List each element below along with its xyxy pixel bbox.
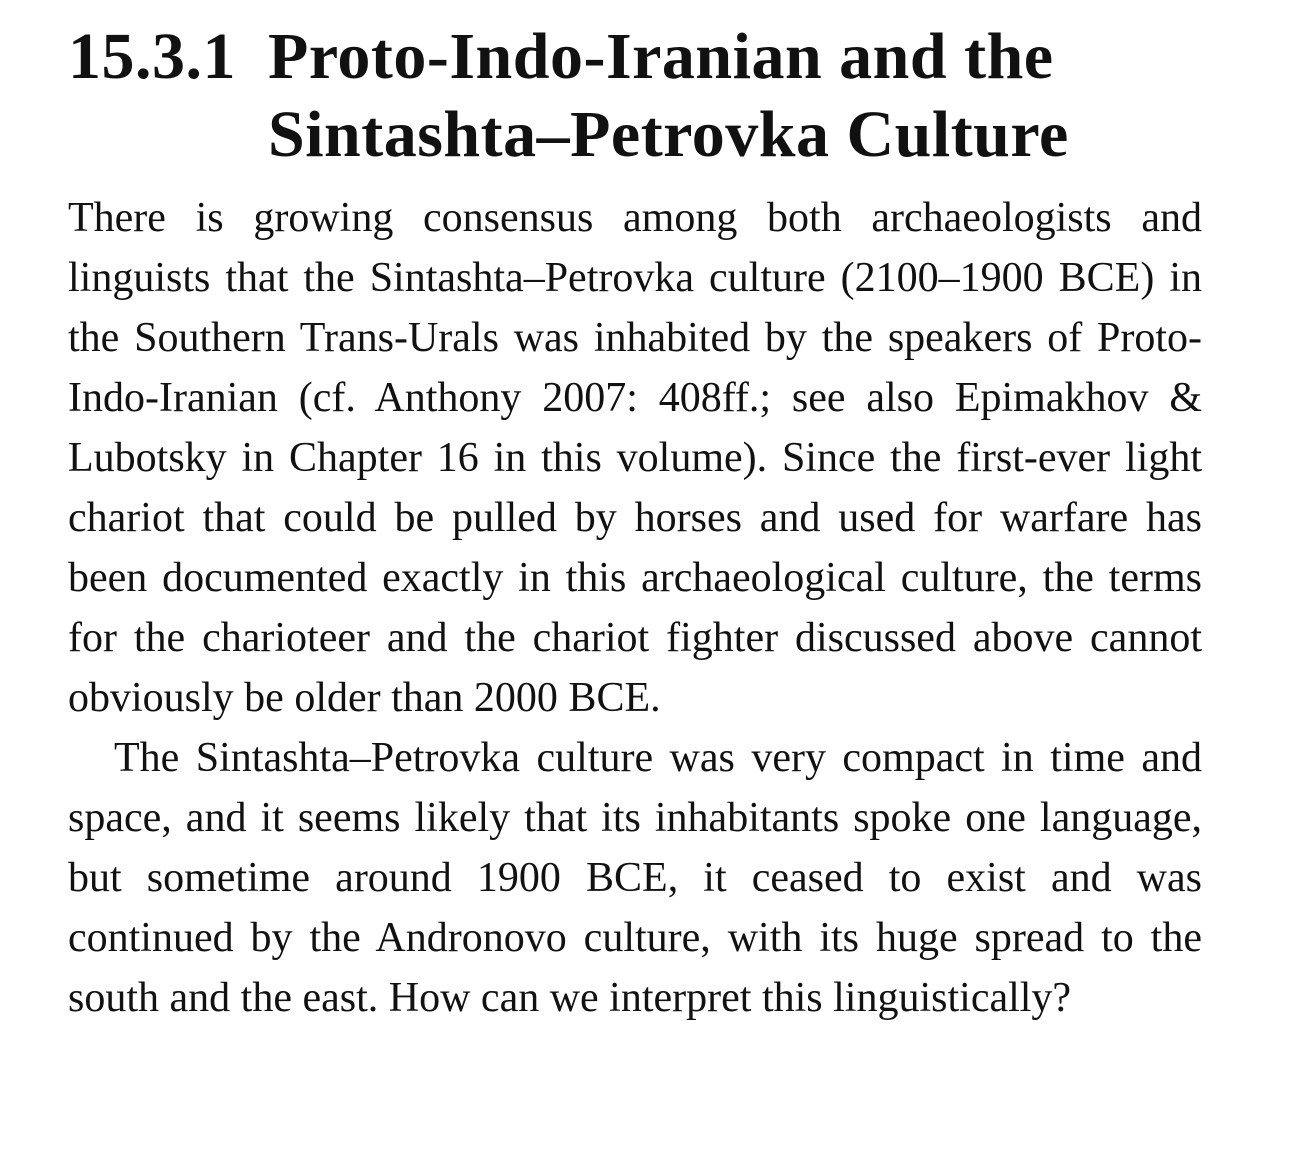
document-page (68, 18, 1202, 1028)
body-paragraph-1: There is growing consensus among both archaeologists and linguists that the Sintashta–Petrovka culture (2100–1900 BCE) in the Southern Trans-Urals was inhabited by the speakers of Proto-Indo-Iranian (cf. Anthony 2007: 408ff.; see also Epimakhov & Lubotsky in Chapter 16 in this volume). Since the first-ever light chariot that could be pulled by horses and used for warfare has been documented exactly in this archaeological culture, the terms for the charioteer and the chariot fighter discussed above cannot obviously be older than 2000 BCE. (68, 195, 1202, 721)
section-title: Proto-Indo-Iranian and the Sintashta–Petrovka Culture (268, 20, 1069, 171)
section-number: 15.3.1 (68, 20, 236, 93)
section-heading (68, 18, 1202, 174)
body-paragraph-2: The Sintashta–Petrovka culture was very compact in time and space, and it seems likely that its inhabitants spoke one language, but sometime around 1900 BCE, it ceased to exist and was continued by the Andronovo culture, with its huge spread to the south and the east. How can we interpret this linguistically? (68, 735, 1202, 1021)
